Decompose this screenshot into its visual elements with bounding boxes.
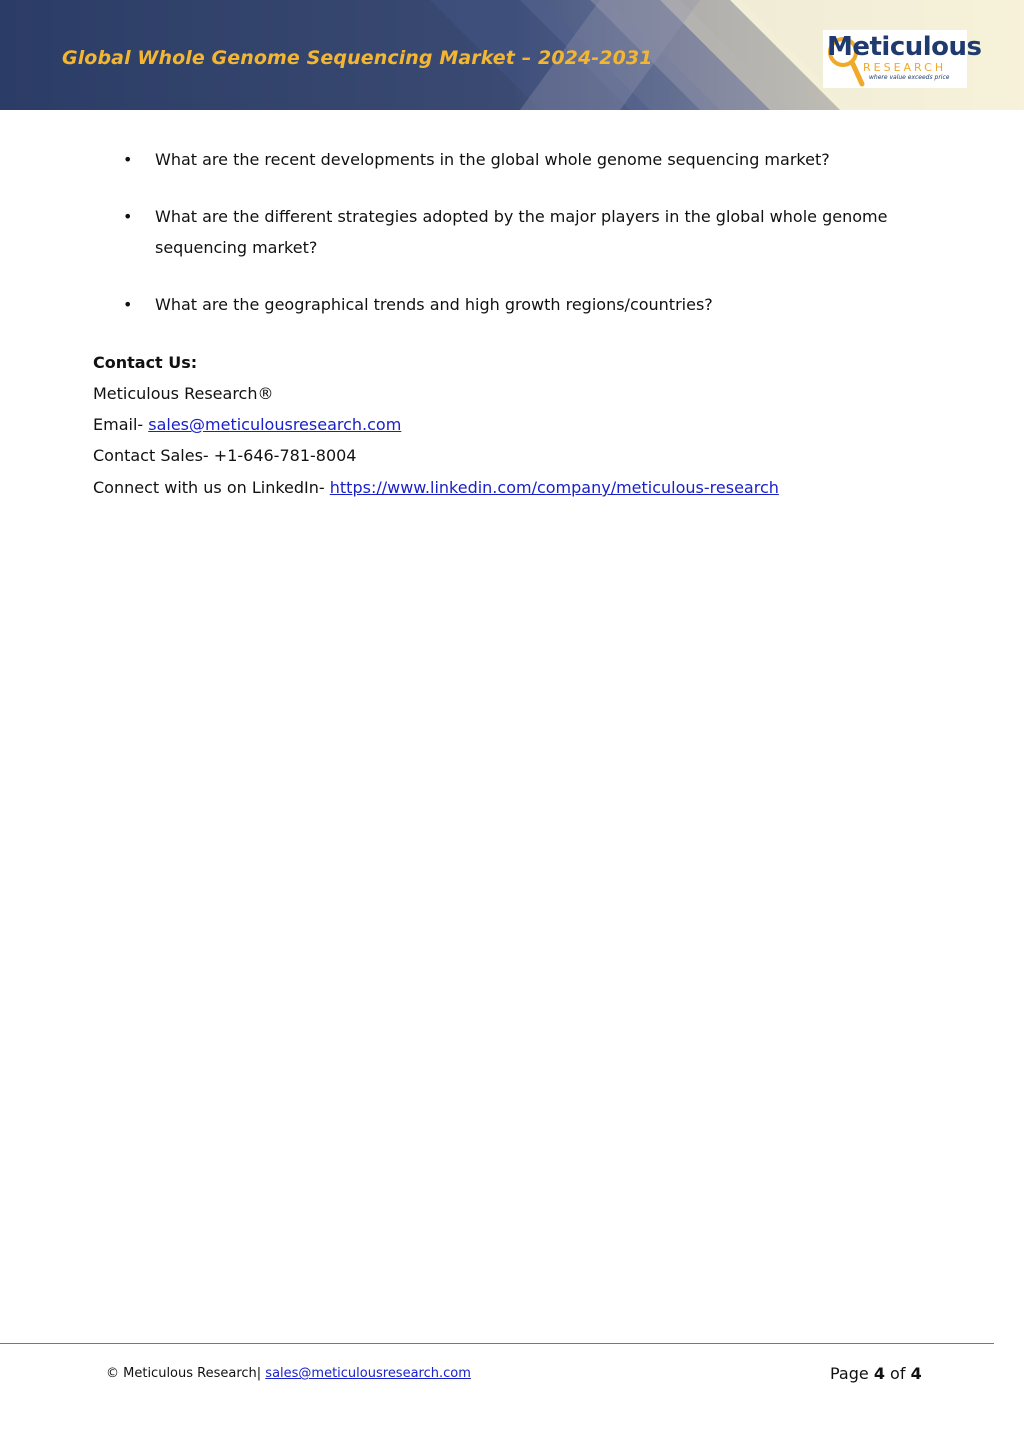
footer-email-link[interactable]: sales@meticulousresearch.com	[265, 1366, 471, 1381]
contact-sales: Contact Sales- +1-646-781-8004	[93, 446, 357, 465]
linkedin-label: Connect with us on LinkedIn-	[93, 478, 330, 497]
page-word: Page	[830, 1364, 874, 1383]
logo-sub: RESEARCH	[863, 61, 947, 74]
page-number	[830, 1364, 922, 1383]
question-text: What are the recent developments in the global whole genome sequencing market?	[155, 150, 830, 169]
question-item	[123, 144, 945, 175]
bullet-icon: •	[123, 207, 133, 226]
logo-brand: Meticulous	[827, 32, 982, 62]
page-header	[0, 0, 1024, 110]
logo-tagline: where value exceeds price	[869, 74, 950, 81]
contact-heading: Contact Us:	[93, 353, 198, 372]
footer-divider	[0, 1343, 994, 1344]
email-label: Email-	[93, 415, 149, 434]
copyright-text: © Meticulous Research|	[106, 1366, 266, 1381]
contact-linkedin-line	[93, 472, 779, 503]
contact-company: Meticulous Research®	[93, 384, 274, 403]
linkedin-link[interactable]: https://www.linkedin.com/company/meticulous-research	[329, 478, 779, 497]
question-item	[123, 289, 945, 320]
question-text: What are the different strategies adopted by the major players in the global whole genome sequencing market?	[155, 207, 888, 257]
email-link[interactable]: sales@meticulousresearch.com	[148, 415, 402, 434]
page-total: 4	[910, 1364, 922, 1383]
page-current: 4	[873, 1364, 885, 1383]
contact-email-line	[93, 409, 401, 440]
footer-copyright	[106, 1366, 471, 1381]
report-title: Global Whole Genome Sequencing Market – 2024-2031	[62, 47, 653, 69]
meticulous-research-logo	[823, 30, 982, 88]
bullet-icon: •	[123, 295, 133, 314]
of-word: of	[884, 1364, 911, 1383]
question-text: What are the geographical trends and high growth regions/countries?	[155, 295, 713, 314]
bullet-icon: •	[123, 150, 133, 169]
question-item	[123, 201, 945, 263]
